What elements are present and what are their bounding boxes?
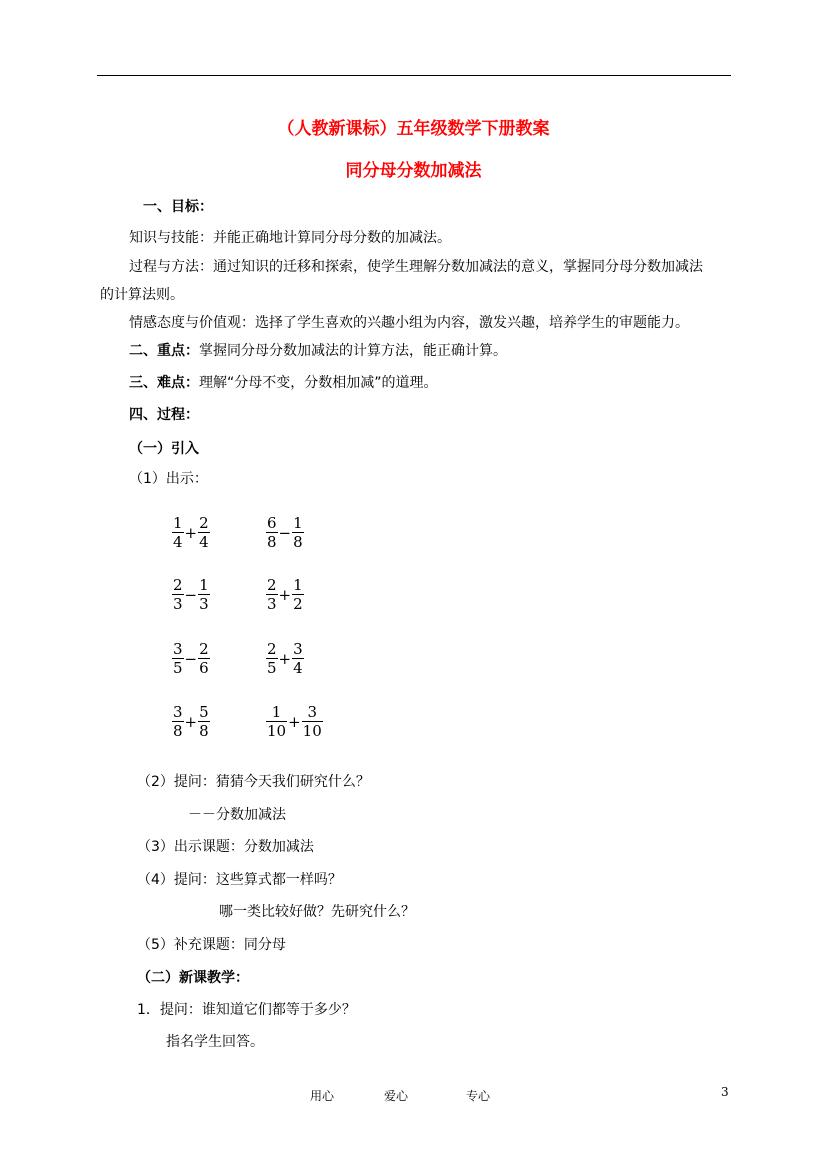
goal-emotion: 情感态度与价值观：选择了学生喜欢的兴趣小组为内容，激发兴趣，培养学生的审题能力。 <box>129 315 689 331</box>
denominator: 3 <box>267 595 277 613</box>
lesson-question-1-note: 指名学生回答。 <box>166 1034 264 1050</box>
fraction-expression <box>172 703 210 740</box>
denominator: 4 <box>199 533 209 551</box>
denominator: 10 <box>267 722 287 740</box>
denominator: 3 <box>173 595 183 613</box>
key-point-text: 掌握同分母分数加减法的计算方法，能正确计算。 <box>199 343 507 359</box>
step-4: （4）提问：这些算式都一样吗？ <box>137 872 342 888</box>
numerator: 2 <box>267 576 277 594</box>
denominator: 3 <box>199 595 209 613</box>
goal-knowledge: 知识与技能：并能正确地计算同分母分数的加减法。 <box>129 230 451 246</box>
step-1: （1）出示： <box>129 471 208 487</box>
fraction <box>292 576 304 613</box>
fraction-expression <box>266 703 323 740</box>
operator: − <box>184 585 198 604</box>
fraction-expression <box>172 576 210 613</box>
key-point-label: 二、重点： <box>129 343 199 359</box>
numerator: 6 <box>267 514 277 532</box>
key-point <box>129 340 507 360</box>
fraction-expression <box>172 514 210 551</box>
process-heading: 四、过程： <box>129 407 199 423</box>
numerator: 3 <box>173 640 183 658</box>
footer-middle: 爱心 <box>384 1089 409 1103</box>
step-3: （3）出示课题：分数加减法 <box>137 839 314 855</box>
fraction <box>292 514 304 551</box>
document-title: （人教新课标）五年级数学下册教案 <box>277 119 550 139</box>
operator: + <box>184 712 198 731</box>
operator: + <box>184 523 198 542</box>
document-subtitle: 同分母分数加减法 <box>345 161 482 181</box>
denominator: 8 <box>199 722 209 740</box>
difficulty-label: 三、难点： <box>129 375 199 391</box>
fraction <box>266 703 287 740</box>
goals-heading: 一、目标： <box>143 199 213 215</box>
numerator: 2 <box>173 576 183 594</box>
numerator: 3 <box>307 703 317 721</box>
page-number: 3 <box>721 1085 729 1099</box>
operator: + <box>278 585 292 604</box>
step-2: （2）提问：猜猜今天我们研究什么？ <box>137 774 370 790</box>
denominator: 8 <box>173 722 183 740</box>
header-rule <box>97 75 731 76</box>
numerator: 2 <box>267 640 277 658</box>
fraction <box>172 703 184 740</box>
operator: − <box>278 523 292 542</box>
numerator: 2 <box>199 640 209 658</box>
fraction <box>266 514 278 551</box>
denominator: 10 <box>302 722 322 740</box>
fraction <box>172 514 184 551</box>
denominator: 6 <box>199 659 209 677</box>
denominator: 8 <box>293 533 303 551</box>
denominator: 5 <box>267 659 277 677</box>
numerator: 1 <box>271 703 282 721</box>
numerator: 2 <box>199 514 209 532</box>
numerator: 5 <box>199 703 209 721</box>
fraction <box>302 703 323 740</box>
difficulty <box>129 372 438 392</box>
fraction <box>266 576 278 613</box>
fraction <box>292 640 304 677</box>
operator: + <box>278 649 292 668</box>
step-4-follow: 哪一类比较好做？先研究什么？ <box>219 904 415 920</box>
fraction <box>198 640 210 677</box>
fraction <box>198 514 210 551</box>
numerator: 3 <box>293 640 303 658</box>
intro-heading: （一）引入 <box>129 441 199 457</box>
fraction <box>198 703 210 740</box>
denominator: 8 <box>267 533 277 551</box>
fraction <box>198 576 210 613</box>
step-5: （5）补充课题：同分母 <box>137 937 286 953</box>
lesson-question-1: 1．提问：谁知道它们都等于多少？ <box>137 1002 356 1018</box>
operator: − <box>184 649 198 668</box>
goal-process-line2: 的计算法则。 <box>100 287 184 303</box>
fraction-expression <box>172 640 210 677</box>
fraction <box>172 640 184 677</box>
denominator: 4 <box>293 659 303 677</box>
fraction-expression <box>266 576 304 613</box>
numerator: 1 <box>199 576 209 594</box>
footer-left: 用心 <box>310 1089 335 1103</box>
numerator: 3 <box>173 703 183 721</box>
goal-process-line1: 过程与方法：通过知识的迁移和探索，使学生理解分数加减法的意义，掌握同分母分数加减法 <box>129 259 703 275</box>
fraction <box>172 576 184 613</box>
fraction-expression <box>266 514 304 551</box>
step-2-answer: －－分数加减法 <box>188 807 286 823</box>
denominator: 4 <box>173 533 183 551</box>
denominator: 2 <box>293 595 303 613</box>
fraction-expression <box>266 640 304 677</box>
difficulty-text: 理解“分母不变，分数相加减”的道理。 <box>199 375 438 391</box>
numerator: 1 <box>173 514 183 532</box>
footer-right: 专心 <box>466 1089 491 1103</box>
operator: + <box>288 712 301 731</box>
denominator: 5 <box>173 659 183 677</box>
fraction <box>266 640 278 677</box>
new-lesson-heading: （二）新课教学： <box>137 970 249 986</box>
numerator: 1 <box>293 576 303 594</box>
numerator: 1 <box>293 514 303 532</box>
